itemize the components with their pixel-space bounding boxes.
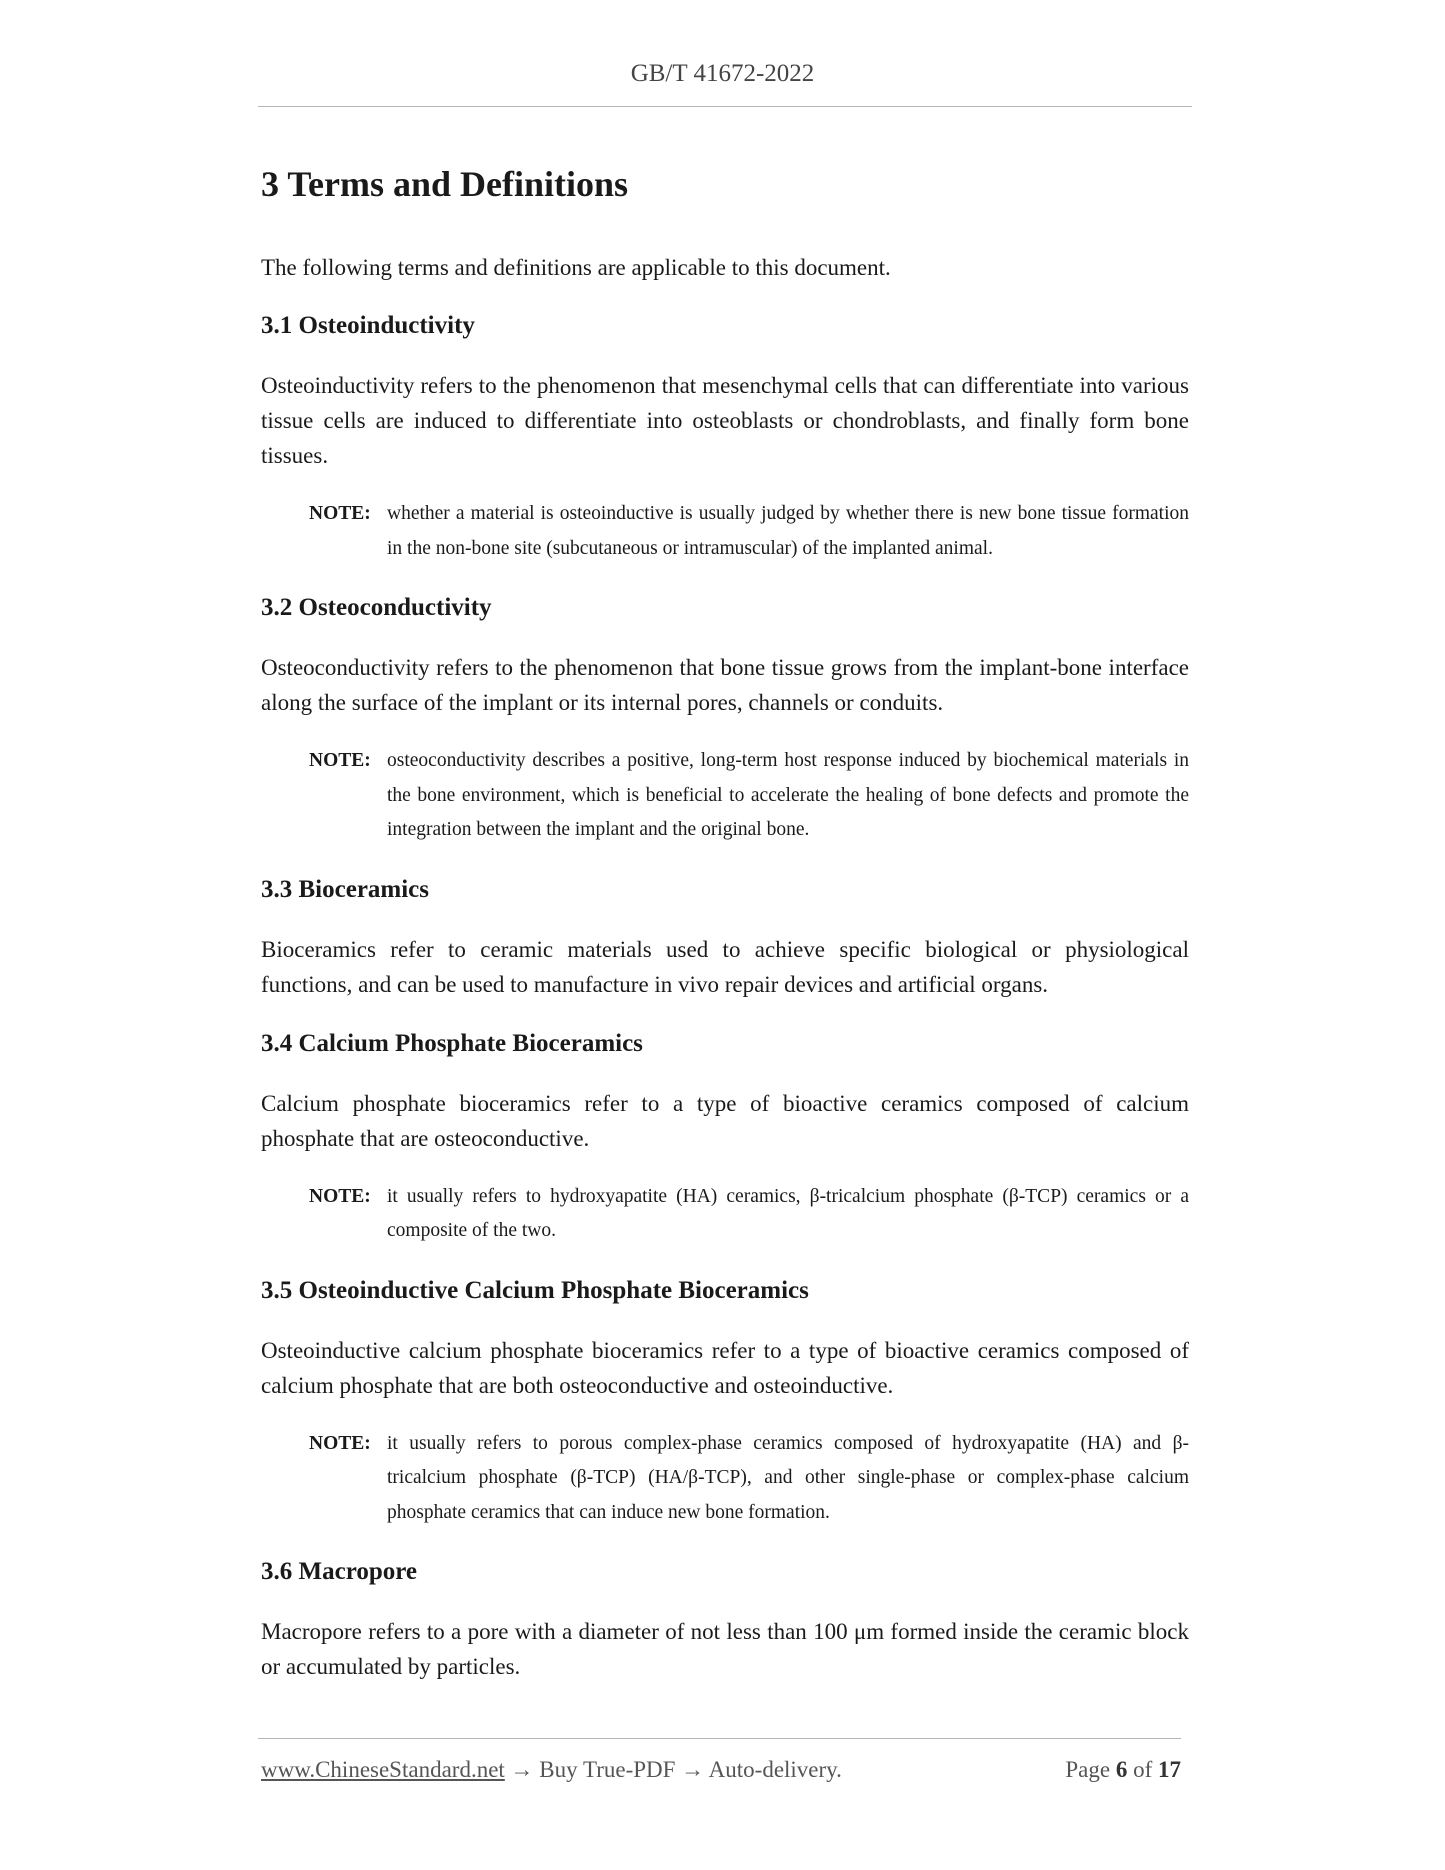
section-title: 3 Terms and Definitions [261,164,629,204]
term-3-5 [261,1273,1189,1531]
term-definition: Calcium phosphate bioceramics refer to a type of bioactive ceramics composed of calcium phosphate that are osteoconductive. [261,1090,1189,1151]
term-title: 3.5 Osteoinductive Calcium Phosphate Bioceramics [261,1276,809,1304]
term-title: 3.6 Macropore [261,1558,417,1585]
term-3-1 [261,308,1189,566]
term-title: 3.3 Bioceramics [261,875,430,903]
note-text: whether a material is osteoinductive is usually judged by whether there is new bone tissue formation in the non-bone site (subcutaneous or intramuscular) of the implanted animal. [387,503,1189,559]
term-title: 3.4 Calcium Phosphate Bioceramics [261,1029,643,1057]
term-3-6 [261,1554,1189,1684]
footer-divider [258,1738,1181,1739]
header-divider [258,106,1192,107]
footer-promo-text: → Buy True-PDF → Auto-delivery. [504,1757,842,1782]
term-note [309,744,1189,848]
note-label: NOTE: [309,750,371,771]
term-definition: Bioceramics refer to ceramic materials used to achieve specific biological or physiological functions, and can be used to manufacture in vivo repair devices and artificial organs. [261,936,1189,997]
page-total: 17 [1158,1757,1181,1782]
term-3-2 [261,590,1189,848]
website-link[interactable]: www.ChineseStandard.net [261,1757,505,1782]
section-intro: The following terms and definitions are applicable to this document. [261,255,891,280]
footer-promo [261,1757,842,1783]
term-definition: Osteoinductivity refers to the phenomenon that mesenchymal cells that can differentiate into various tissue cells are induced to differentiate into osteoblasts or chondroblasts, and finally form bone tissues. [261,373,1189,468]
note-label: NOTE: [309,503,371,524]
term-3-3 [261,872,1189,1002]
term-note [309,1180,1189,1249]
note-text: it usually refers to hydroxyapatite (HA) ceramics, β-tricalcium phosphate (β-TCP) ceramics or a composite of the two. [387,1185,1189,1241]
term-note [309,1427,1189,1531]
page-number [1065,1757,1181,1783]
note-text: it usually refers to porous complex-phase ceramics composed of hydroxyapatite (HA) and β-tricalcium phosphate (β-TCP) (HA/β-TCP), and other single-phase or complex-phase calcium phosphate ceramics that can induce new bone formation. [387,1432,1189,1523]
page-content [261,158,1189,1708]
term-note [309,497,1189,566]
term-definition: Osteoconductivity refers to the phenomenon that bone tissue grows from the implant-bone interface along the surface of the implant or its internal pores, channels or conduits. [261,655,1189,715]
note-label: NOTE: [309,1185,371,1207]
term-definition: Osteoinductive calcium phosphate bioceramics refer to a type of bioactive ceramics composed of calcium phosphate that are both osteoconductive and osteoinductive. [261,1337,1189,1398]
term-title: 3.2 Osteoconductivity [261,594,492,621]
note-label: NOTE: [309,1432,371,1454]
page-of-label: of [1133,1757,1153,1782]
term-title: 3.1 Osteoinductivity [261,312,475,339]
page-label: Page [1065,1757,1111,1782]
note-text: osteoconductivity describes a positive, long-term host response induced by biochemical materials in the bone environment, which is beneficial to accelerate the healing of bone defects and promote the integration between the implant and the original bone. [387,750,1189,840]
document-code: GB/T 41672-2022 [630,60,815,87]
page-current: 6 [1115,1757,1128,1782]
term-definition: Macropore refers to a pore with a diameter of not less than 100 μm formed inside the ceramic block or accumulated by particles. [261,1619,1189,1679]
term-3-4 [261,1026,1189,1249]
